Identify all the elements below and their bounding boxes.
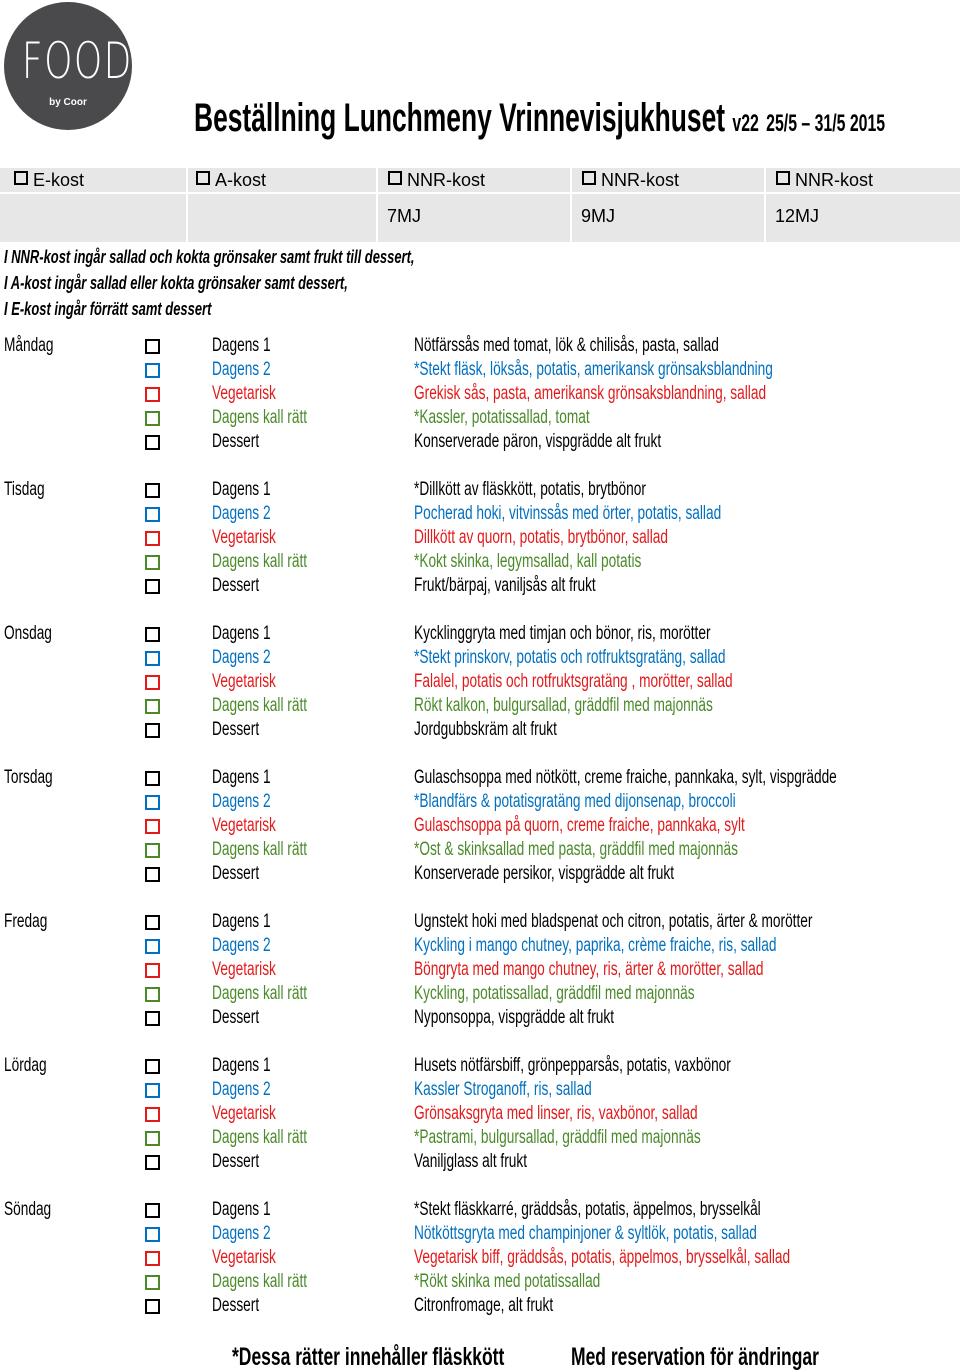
dish-category: Dessert: [212, 719, 260, 740]
dish-category: Vegetarisk: [212, 959, 276, 980]
dish-description: *Blandfärs & potatisgratäng med dijonsenap, broccoli: [414, 791, 736, 812]
menu-row[interactable]: [0, 646, 960, 670]
title-main: Beställning Lunchmeny Vrinnevisjukhuset: [194, 96, 726, 140]
dish-description: Nötfärssås med tomat, lök & chilisås, pasta, sallad: [414, 335, 719, 356]
title-version: v22: [732, 110, 759, 137]
dish-category: Vegetarisk: [212, 383, 276, 404]
kost-options: [0, 168, 960, 242]
day-label: Tisdag: [4, 479, 45, 500]
menu-row[interactable]: [0, 502, 960, 526]
menu-row[interactable]: [0, 1126, 960, 1150]
dish-category: Dagens 1: [212, 911, 271, 932]
day-label: Onsdag: [4, 623, 52, 644]
note-nnr: I NNR-kost ingår sallad och kokta grönsaker samt frukt till dessert,: [4, 247, 415, 267]
menu-row[interactable]: [0, 1006, 960, 1030]
menu-row[interactable]: [0, 910, 960, 934]
dish-description: Vaniljglass alt frukt: [414, 1151, 528, 1172]
order-checkbox-icon[interactable]: [145, 627, 160, 642]
day-label: Måndag: [4, 335, 54, 356]
order-checkbox-icon[interactable]: [145, 939, 160, 954]
dish-description: Konserverade päron, vispgrädde alt frukt: [414, 431, 662, 452]
dish-category: Dagens 1: [212, 623, 271, 644]
dish-category: Vegetarisk: [212, 815, 276, 836]
dish-description: Dillkött av quorn, potatis, brytbönor, sallad: [414, 527, 668, 548]
dish-category: Dagens 2: [212, 503, 271, 524]
menu-row[interactable]: [0, 1054, 960, 1078]
menu-row[interactable]: [0, 526, 960, 550]
menu-row[interactable]: [0, 478, 960, 502]
menu-row[interactable]: [0, 622, 960, 646]
order-checkbox-icon[interactable]: [145, 387, 160, 402]
title-period: 25/5 – 31/5 2015: [766, 110, 886, 137]
dish-description: Rökt kalkon, bulgursallad, gräddfil med majonnäs: [414, 695, 713, 716]
page-title: [194, 94, 885, 142]
day-label: Fredag: [4, 911, 48, 932]
order-checkbox-icon[interactable]: [145, 1011, 160, 1026]
order-checkbox-icon[interactable]: [145, 1227, 160, 1242]
kost-mj-7: 7MJ: [387, 206, 422, 226]
dish-category: Dagens 1: [212, 767, 271, 788]
menu-row[interactable]: [0, 958, 960, 982]
dish-category: Dagens kall rätt: [212, 983, 308, 1004]
dish-description: Falalel, potatis och rotfruktsgratäng , morötter, sallad: [414, 671, 733, 692]
dish-category: Dagens kall rätt: [212, 551, 308, 572]
menu-row[interactable]: [0, 550, 960, 574]
dish-category: Dagens kall rätt: [212, 839, 308, 860]
order-checkbox-icon[interactable]: [145, 555, 160, 570]
menu-row[interactable]: [0, 718, 960, 742]
order-checkbox-icon[interactable]: [145, 843, 160, 858]
menu-row[interactable]: [0, 790, 960, 814]
menu-row[interactable]: [0, 1222, 960, 1246]
dish-description: Husets nötfärsbiff, grönpepparsås, potatis, vaxbönor: [414, 1055, 731, 1076]
dish-category: Dagens 1: [212, 1055, 271, 1076]
menu-row[interactable]: [0, 766, 960, 790]
dish-description: Nyponsoppa, vispgrädde alt frukt: [414, 1007, 615, 1028]
order-checkbox-icon[interactable]: [145, 699, 160, 714]
dish-category: Vegetarisk: [212, 671, 276, 692]
dish-category: Dagens kall rätt: [212, 1271, 308, 1292]
order-checkbox-icon[interactable]: [145, 339, 160, 354]
dish-description: *Pastrami, bulgursallad, gräddfil med majonnäs: [414, 1127, 701, 1148]
menu-row[interactable]: [0, 694, 960, 718]
kost-col-a[interactable]: [186, 168, 378, 242]
order-checkbox-icon[interactable]: [145, 963, 160, 978]
kost-col-e[interactable]: [0, 168, 186, 242]
dish-description: *Kassler, potatissallad, tomat: [414, 407, 590, 428]
order-checkbox-icon[interactable]: [145, 1083, 160, 1098]
order-checkbox-icon[interactable]: [145, 987, 160, 1002]
dish-category: Dagens 1: [212, 335, 271, 356]
dish-category: Vegetarisk: [212, 527, 276, 548]
dish-description: *Stekt prinskorv, potatis och rotfruktsgratäng, sallad: [414, 647, 726, 668]
dish-description: Pocherad hoki, vitvinssås med örter, potatis, sallad: [414, 503, 722, 524]
logo-sub: by Coor: [49, 97, 87, 108]
order-checkbox-icon[interactable]: [145, 483, 160, 498]
footer-pork-note: *Dessa rätter innehåller fläskkött: [232, 1343, 505, 1371]
dish-description: Grekisk sås, pasta, amerikansk grönsaksblandning, sallad: [414, 383, 767, 404]
dish-description: *Kokt skinka, legymsallad, kall potatis: [414, 551, 642, 572]
menu-row[interactable]: [0, 574, 960, 598]
dish-category: Dagens 2: [212, 935, 271, 956]
checkbox-icon[interactable]: [388, 171, 402, 185]
dish-category: Dessert: [212, 863, 260, 884]
order-checkbox-icon[interactable]: [145, 1275, 160, 1290]
kost-label-a: A-kost: [215, 170, 267, 190]
menu-row[interactable]: [0, 406, 960, 430]
menu-row[interactable]: [0, 1102, 960, 1126]
menu-row[interactable]: [0, 670, 960, 694]
dish-category: Vegetarisk: [212, 1103, 276, 1124]
kost-label-nnr-9: NNR-kost: [601, 170, 680, 190]
order-checkbox-icon[interactable]: [145, 1059, 160, 1074]
menu-row[interactable]: [0, 814, 960, 838]
dish-category: Dagens 2: [212, 791, 271, 812]
order-checkbox-icon[interactable]: [145, 435, 160, 450]
kost-notes: [4, 244, 574, 322]
kost-label-nnr-12: NNR-kost: [795, 170, 874, 190]
menu-row[interactable]: [0, 1294, 960, 1318]
dish-category: Dessert: [212, 431, 260, 452]
order-checkbox-icon[interactable]: [145, 867, 160, 882]
order-checkbox-icon[interactable]: [145, 915, 160, 930]
dish-description: Ugnstekt hoki med bladspenat och citron, potatis, ärter & morötter: [414, 911, 813, 932]
footer-reservation: Med reservation för ändringar: [571, 1343, 819, 1371]
dish-description: Konserverade persikor, vispgrädde alt frukt: [414, 863, 675, 884]
menu-row[interactable]: [0, 838, 960, 862]
dish-category: Dagens kall rätt: [212, 407, 308, 428]
menu-row[interactable]: [0, 934, 960, 958]
order-checkbox-icon[interactable]: [145, 1107, 160, 1122]
order-checkbox-icon[interactable]: [145, 1299, 160, 1314]
menu-row[interactable]: [0, 1198, 960, 1222]
dish-description: Frukt/bärpaj, vaniljsås alt frukt: [414, 575, 596, 596]
dish-description: *Ost & skinksallad med pasta, gräddfil med majonnäs: [414, 839, 738, 860]
dish-category: Dagens 2: [212, 1223, 271, 1244]
dish-description: *Stekt fläsk, löksås, potatis, amerikansk grönsaksblandning: [414, 359, 773, 380]
order-checkbox-icon[interactable]: [145, 795, 160, 810]
dish-description: Nötköttsgryta med champinjoner & syltlök, potatis, sallad: [414, 1223, 757, 1244]
checkbox-icon[interactable]: [196, 171, 210, 185]
dish-category: Dessert: [212, 1151, 260, 1172]
kost-mj-9: 9MJ: [581, 206, 616, 226]
dish-description: Jordgubbskräm alt frukt: [414, 719, 557, 740]
dish-category: Dagens 1: [212, 479, 271, 500]
order-checkbox-icon[interactable]: [145, 363, 160, 378]
food-logo: [4, 2, 132, 130]
kost-label-e: E-kost: [33, 170, 85, 190]
day-label: Lördag: [4, 1055, 47, 1076]
dish-description: Kyckling i mango chutney, paprika, crème fraiche, ris, sallad: [414, 935, 777, 956]
dish-description: Kycklinggryta med timjan och bönor, ris, morötter: [414, 623, 711, 644]
checkbox-icon[interactable]: [776, 171, 790, 185]
kost-col-nnr-12[interactable]: [764, 168, 960, 242]
order-checkbox-icon[interactable]: [145, 819, 160, 834]
checkbox-icon[interactable]: [582, 171, 596, 185]
order-checkbox-icon[interactable]: [145, 579, 160, 594]
dish-description: Gulaschsoppa på quorn, creme fraiche, pannkaka, sylt: [414, 815, 745, 836]
menu-row[interactable]: [0, 1078, 960, 1102]
order-checkbox-icon[interactable]: [145, 1203, 160, 1218]
order-checkbox-icon[interactable]: [145, 507, 160, 522]
menu-row[interactable]: [0, 334, 960, 358]
order-checkbox-icon[interactable]: [145, 1251, 160, 1266]
menu-row[interactable]: [0, 1270, 960, 1294]
dish-category: Dessert: [212, 575, 260, 596]
dish-description: *Rökt skinka med potatissallad: [414, 1271, 601, 1292]
dish-category: Dessert: [212, 1295, 260, 1316]
dish-description: Grönsaksgryta med linser, ris, vaxbönor, sallad: [414, 1103, 698, 1124]
order-checkbox-icon[interactable]: [145, 531, 160, 546]
menu-row[interactable]: [0, 1150, 960, 1174]
day-label: Söndag: [4, 1199, 52, 1220]
dish-category: Dessert: [212, 1007, 260, 1028]
order-checkbox-icon[interactable]: [145, 771, 160, 786]
dish-description: Gulaschsoppa med nötkött, creme fraiche, pannkaka, sylt, vispgrädde: [414, 767, 837, 788]
menu-row[interactable]: [0, 1246, 960, 1270]
order-checkbox-icon[interactable]: [145, 651, 160, 666]
dish-category: Dagens 2: [212, 647, 271, 668]
dish-category: Dagens 1: [212, 1199, 271, 1220]
dish-description: *Stekt fläskkarré, gräddsås, potatis, äppelmos, brysselkål: [414, 1199, 761, 1220]
dish-category: Dagens kall rätt: [212, 695, 308, 716]
order-checkbox-icon[interactable]: [145, 675, 160, 690]
logo-word: FOOD: [21, 32, 133, 90]
dish-description: Böngryta med mango chutney, ris, ärter & morötter, sallad: [414, 959, 764, 980]
dish-description: Kassler Stroganoff, ris, sallad: [414, 1079, 592, 1100]
menu-row[interactable]: [0, 382, 960, 406]
dish-category: Dagens 2: [212, 1079, 271, 1100]
order-checkbox-icon[interactable]: [145, 411, 160, 426]
order-checkbox-icon[interactable]: [145, 1131, 160, 1146]
dish-category: Dagens kall rätt: [212, 1127, 308, 1148]
note-e: I E-kost ingår förrätt samt dessert: [4, 299, 212, 319]
kost-label-nnr-7: NNR-kost: [407, 170, 486, 190]
dish-description: Kyckling, potatissallad, gräddfil med majonnäs: [414, 983, 695, 1004]
menu-row[interactable]: [0, 982, 960, 1006]
dish-description: *Dillkött av fläskkött, potatis, brytbönor: [414, 479, 646, 500]
dish-category: Vegetarisk: [212, 1247, 276, 1268]
menu-row[interactable]: [0, 862, 960, 886]
dish-category: Dagens 2: [212, 359, 271, 380]
note-a: I A-kost ingår sallad eller kokta grönsaker samt dessert,: [4, 273, 348, 293]
day-label: Torsdag: [4, 767, 53, 788]
dish-description: Citronfromage, alt frukt: [414, 1295, 554, 1316]
order-checkbox-icon[interactable]: [145, 1155, 160, 1170]
kost-mj-12: 12MJ: [775, 206, 820, 226]
checkbox-icon[interactable]: [14, 171, 28, 185]
dish-description: Vegetarisk biff, gräddsås, potatis, äppelmos, brysselkål, sallad: [414, 1247, 791, 1268]
kost-col-nnr-9[interactable]: [570, 168, 766, 242]
menu-row[interactable]: [0, 430, 960, 454]
menu-row[interactable]: [0, 358, 960, 382]
kost-col-nnr-7[interactable]: [376, 168, 572, 242]
order-checkbox-icon[interactable]: [145, 723, 160, 738]
